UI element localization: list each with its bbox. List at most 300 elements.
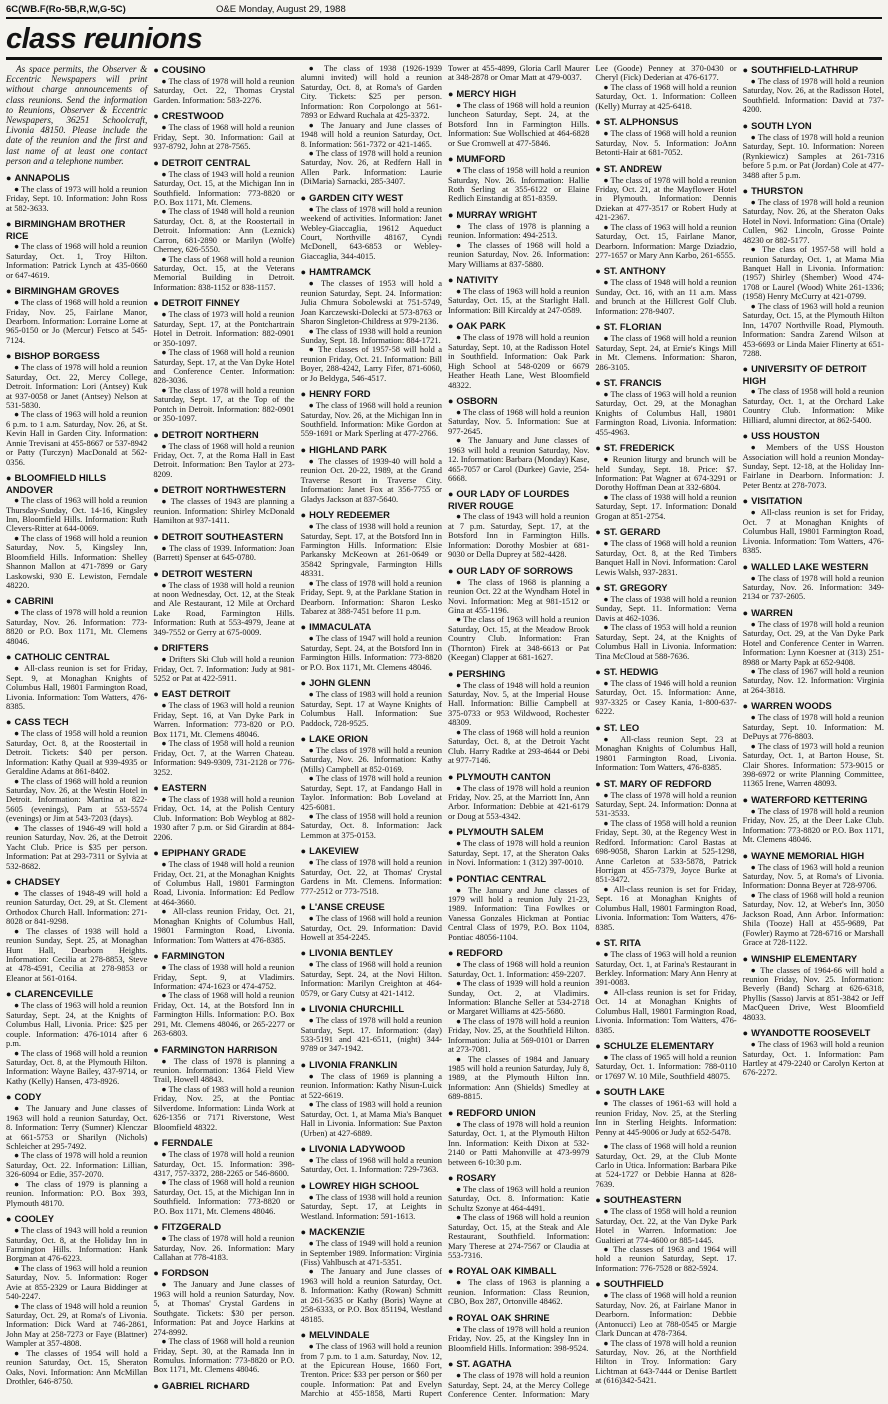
reunion-listing — [153, 1044, 294, 1133]
reunion-entry: ● The classes of 1964-66 will hold a reunion Friday, Nov. 25. Information: Beverly (Band) Scharg at 626-6318, Phyllis (Sasso) Jarvis at 851-3842 or Jeff MacQueen Drive, West Bloomfield 48033. — [742, 964, 884, 1022]
school-heading — [6, 716, 147, 728]
page-slug: 6C(WB.F(Ro-5B,R,W,G-5C) — [6, 4, 126, 15]
school-heading — [6, 876, 147, 888]
reunion-listing — [153, 950, 294, 1039]
school-heading — [595, 377, 736, 389]
reunion-listing — [153, 297, 294, 423]
reunion-listing — [6, 350, 147, 467]
reunion-listing — [448, 209, 589, 269]
reunion-entry: ● The class of 1978 will hold a reunion Saturday, Sept. 24, at the Mercy College Conference Center. Information: Mary Lee (Goode) Penney at 370-0430 or Cheryl (Fick) Dederian at 476-6177. — [447, 63, 737, 1399]
school-name: SCHULZE ELEMENTARY — [603, 1040, 715, 1051]
bullet-icon: ● — [153, 568, 159, 579]
school-heading — [595, 442, 736, 454]
reunion-columns — [6, 64, 884, 1400]
reunion-entry: ● The class of 1968 will hold a reunion Saturday, Oct. 1, Troy Hilton. Information: Patrick Lynch at 435-0660 or 647-4619. — [6, 241, 148, 280]
school-name: FARMINGTON — [161, 950, 225, 962]
reunion-listing — [6, 218, 147, 280]
bullet-icon: ● — [153, 531, 159, 542]
reunion-entry: ● The class of 1978 will hold a reunion Saturday, Oct. 22, Mercy College, Detroit. Information: Lori (Antsey) Kuk at 937-0058 or Janet (Antsey) Nelson at 531-5830. — [6, 362, 148, 411]
reunion-entry: ● The class of 1963 will hold a reunion from 7 p.m. to 1 a.m. Saturday, Nov. 12, at the Epicurean House, 1660 Fort, Trenton. Price: $33 per person or $60 per couple. Information: Pat and Evelyn Marchio at 455-1858, Marti Rupert Tower at 455-4899, Gloria Carll Maurer at 348-2878 or Omar Matt at 479-0037. — [300, 63, 590, 1399]
school-name: EASTERN — [161, 781, 207, 793]
reunion-entry: ● The class of 1978 will hold a reunion Saturday, Oct. 1, at the Plymouth Hilton Inn. Information: Keith Dixon at 532-2140 or Patti Mahonville at 473-9979 between 6-10:30 p.m. — [447, 1118, 590, 1167]
reunion-listing — [6, 651, 147, 711]
reunion-entry: ● The class of 1968 will hold a reunion Saturday, Oct. 29. Information: David Howell at 354-2245. — [300, 913, 442, 942]
reunion-entry: ● The class of 1978 will hold a reunion Saturday, Nov. 26, at Redfern Hall in Allen Park. Information: Laurie (DiMaria) Sarnacki, 285-3407. — [300, 147, 442, 187]
reunion-listing — [448, 153, 589, 204]
bullet-icon: ● — [742, 850, 749, 861]
reunion-listing — [6, 1091, 147, 1208]
reunion-entry: ● The class of 1978 will hold a reunion Saturday, Nov. 26. Information: Mary Callahan at 778-4183. — [153, 1233, 295, 1262]
bullet-icon: ● — [153, 298, 159, 309]
reunion-entry: ● The class of 1968 is planning a reunion Oct. 22 at the Wyndham Hotel in Novi. Information: Meg at 981-1512 or Gina at 455-1196. — [447, 576, 590, 615]
reunion-entry: ● The class of 1947 will hold a reunion Saturday, Sept. 24, at the Botsford Inn in Farmington Hills. Information: 773-8820 or P.O. Box 1171, Mt. Clemens 48046. — [300, 633, 442, 672]
school-heading — [6, 218, 147, 241]
reunion-entry: ● Drifters Ski Club will hold a reunion Friday, Oct. 7. Information: Judy at 981-5252 or Pat at 422-5911. — [153, 654, 295, 683]
reunion-listing — [301, 677, 442, 728]
reunion-listing — [448, 1107, 589, 1167]
school-heading — [448, 209, 589, 221]
school-heading — [743, 430, 884, 442]
bullet-icon: ● — [300, 1059, 307, 1070]
reunion-listing — [595, 265, 736, 316]
reunion-entry: ● The class of 1978 will hold a reunion Friday, Nov. 25, at the Deer Lake Club. Information: 773-8820 or P.O. Box 1171, Mt. Clemens 48046. — [742, 805, 884, 845]
school-name: USS HOUSTON — [751, 430, 820, 442]
bullet-icon: ● — [300, 510, 307, 521]
reunion-entry: ● The class of 1968 will hold a reunion Saturday, Nov. 26, at the Michigan Inn in Southfield. Information: Mike Gordon at 559-1691 or Mark Sperling at 477-2766. — [300, 400, 442, 439]
school-name: DETROIT FINNEY — [161, 297, 240, 309]
reunion-entry: ● The class of 1948 will hold a reunion Friday, Oct. 21, at the Monaghan Knights of Columbus Hall, 19801 Farmington Road, Livonia. Information: Ed Pedlow at 464-3660. — [153, 859, 295, 907]
reunion-entry: ● The class of 1938 will hold a reunion Friday, Oct. 14, at the Polish Century Club. Information: Bob Weyblog at 882-1930 after 7 p.m. or Sid Girardin at 884-2206. — [153, 793, 295, 842]
school-name: ROSARY — [456, 1171, 497, 1183]
reunion-listing — [301, 1143, 442, 1175]
reunion-entry: ● The class of 1973 will hold a reunion Saturday, Oct. 1, at Barton House, St. Clair Shores. Information: 573-9015 or 398-6972 or write Planning Committee, 11365 Irene, Warren 48093. — [742, 740, 884, 789]
reunion-entry: ● The class of 1978 will hold a reunion Saturday, Oct. 22. Information: Lillian, 326-6094 or Edie, 357-2070. — [6, 1150, 148, 1180]
reunion-listing — [153, 64, 294, 105]
school-name: HIGHLAND PARK — [309, 443, 388, 455]
school-heading — [448, 1172, 589, 1184]
school-heading — [153, 568, 294, 580]
school-name: LIVONIA LADYWOOD — [309, 1142, 406, 1154]
reunion-entry: ● The class of 1938 (1926-1939 alumni invited) will hold a reunion Saturday, Oct. 8, at Roma's of Garden City. Tickets: $25 per person. Information: Ron Corpolongo at 561-7893 or Edward Ruchala at 425-3372. — [300, 63, 442, 121]
school-heading — [743, 607, 884, 619]
reunion-entry: ● The class of 1978 will hold a reunion Friday, Nov. 25, at the Marriott Inn, Ann Arbor. Information: Debbie at 421-6179 or Doug at 553-4342. — [447, 782, 590, 821]
school-name: MELVINDALE — [309, 1329, 370, 1341]
bullet-icon: ● — [447, 88, 454, 99]
reunion-entry: ● The class of 1968 will hold a reunion Saturday, Sept. 17, at the Van Dyke Hotel and Conference Center. Information: 828-3036. — [153, 347, 295, 386]
school-heading — [595, 778, 736, 790]
school-name: JOHN GLENN — [309, 677, 371, 689]
reunion-listing — [448, 771, 589, 822]
reunion-listing — [448, 320, 589, 390]
reunion-entry: ● The class of 1968 will hold a reunion Saturday, Oct. 1. Information: Colleen (Kelly) Murray at 425-6418. — [595, 81, 737, 111]
reunion-entry: ● The class of 1948 will hold a reunion Saturday, Nov. 5, at the Imperial House Hall. Information: Billie Campbell at 375-0733 or 953 Wildwood, Rochester 48309. — [447, 679, 590, 728]
school-name: CODY — [14, 1091, 42, 1103]
page-date: O&E Monday, August 29, 1988 — [216, 4, 346, 15]
bullet-icon: ● — [595, 722, 601, 733]
school-name: SOUTH LYON — [751, 119, 812, 131]
reunion-listing — [153, 110, 294, 151]
school-name: BIRMINGHAM BROTHER RICE — [6, 218, 126, 242]
bullet-icon: ● — [447, 1172, 454, 1183]
school-heading — [6, 472, 147, 495]
reunion-entry: ● The class of 1978 will hold a reunion Saturday, Oct. 29, at the Van Dyke Park Hotel and Conference Center in Warren. Information: Lynn Koesner at (313) 251-8988 or Marty Papk at 652-9408. — [742, 618, 884, 667]
school-heading — [301, 1329, 442, 1341]
reunion-entry: ● The class of 1958 will hold a reunion Saturday, Oct. 1, at the Orchard Lake Country Club. Information: Mike Hilliard, alumni director, at 862-5400. — [742, 386, 884, 425]
school-heading — [301, 901, 442, 913]
reunion-entry: ● The class of 1978 will hold a reunion Saturday, Sept. 10, at the Radisson Hotel in Southfield. Information: Oak Park High School at 548-0209 or 6679 Heather Heath Lane, West Bloomfield 48322. — [447, 332, 590, 390]
bullet-icon: ● — [300, 192, 307, 203]
school-heading — [153, 110, 294, 122]
bullet-icon: ● — [300, 1143, 307, 1154]
school-heading — [301, 1059, 442, 1071]
reunion-entry: ● The class of 1983 will hold a reunion Saturday, Oct. 1, at Mama Mia's Banquet Hall in Livonia. Information: Sue Paxton (Urben) at 427-6889. — [300, 1099, 442, 1138]
bullet-icon: ● — [300, 622, 307, 633]
school-heading — [448, 826, 589, 838]
bullet-icon: ● — [447, 1359, 454, 1370]
reunion-listing — [595, 582, 736, 661]
school-heading — [595, 1194, 736, 1206]
bullet-icon: ● — [595, 117, 601, 128]
school-heading — [595, 116, 736, 128]
school-heading — [301, 845, 442, 857]
reunion-entry: ● The class of 1978 will hold a reunion Saturday, Nov. 26. Information: 773-8820 or P.O. Box 1171, Mt. Clemens 48046. — [6, 607, 148, 646]
reunion-listing — [743, 430, 884, 490]
reunion-entry: ● The January and June classes of 1963 will hold a reunion Saturday, Nov. 12. Information: Barbara (Monday) Kase, 465-7057 or Carol (Durkee) Gavie, 254-6668. — [447, 435, 590, 483]
reunion-listing — [448, 1172, 589, 1261]
reunion-listing — [595, 442, 736, 521]
bullet-icon: ● — [595, 443, 601, 454]
bullet-icon: ● — [153, 429, 159, 440]
school-heading — [743, 953, 884, 965]
school-name: BIRMINGHAM GROVES — [14, 285, 120, 297]
school-heading — [153, 1044, 294, 1056]
bullet-icon: ● — [595, 1279, 601, 1290]
reunion-entry: ● The class of 1983 will hold a reunion Friday, Nov. 25, at the Pontiac Silverdome. Information: Linda Work at 626-1356 or 7171 Riverstone, West Bloomfield 48322. — [153, 1083, 295, 1132]
school-heading — [6, 1213, 147, 1225]
school-name: ST. ALPHONSUS — [603, 116, 679, 128]
reunion-entry: ● The class of 1948 will hold a reunion Saturday, Oct. 8, at the Roostertail in Detroit. Information: Ann (Leznick) Carron, 681-2890 or Marilyn (Wolfe) Cherney, 626-5550. — [153, 206, 295, 255]
reunion-entry: ● The class of 1965 will hold a reunion Saturday, Oct. 1. Information: 788-0110 or 17697 W. 10 Mile, Southfield 48075. — [595, 1052, 737, 1081]
bullet-icon: ● — [595, 266, 601, 277]
school-heading — [6, 285, 147, 297]
school-heading — [6, 651, 147, 663]
reunion-entry: ● The class of 1978 is planning a reunion. Information: 494-2513. — [447, 220, 590, 241]
reunion-entry: ● The class of 1978 will hold a reunion Saturday, Nov. 26, at the Sheraton Oaks Hotel in Novi. Information: Gina (Ortale) Cullen, 962 Lincoln, Grosse Pointe 48230 or 882-5177. — [742, 196, 884, 245]
school-name: CLARENCEVILLE — [14, 988, 94, 1000]
bullet-icon: ● — [6, 1214, 12, 1225]
reunion-entry: ● The class of 1968 will hold a reunion Saturday, Oct. 15, at the Veterans Memorial Building in Detroit. Information: 838-1152 or 838-1157. — [153, 253, 295, 292]
reunion-entry: ● The class of 1968 will hold a reunion Saturday, Oct. 1. Information: 729-7363. — [300, 1154, 442, 1175]
bullet-icon: ● — [595, 582, 601, 593]
reunion-listing — [6, 595, 147, 646]
reunion-listing — [301, 444, 442, 504]
reunion-entry: ● The class of 1978 will hold a reunion Saturday, Sept. 17, at Fandango Hall in Taylor. Information: Bob Loveland at 425-6081. — [300, 773, 442, 812]
reunion-entry: ● The class of 1978 will hold a reunion Friday, Nov. 25, at the Kingsley Inn in Bloomfield Hills. Information: 398-9524. — [447, 1323, 590, 1353]
reunion-listing — [301, 901, 442, 942]
bullet-icon: ● — [300, 733, 307, 744]
bullet-icon: ● — [153, 65, 159, 75]
reunion-entry: ● The class of 1953 will hold a reunion Saturday, Sept. 24, at the Knights of Columbus Hall in Livonia. Information: Tina McCloud at 588-7636. — [595, 622, 737, 661]
reunion-entry: ● The class of 1978 will hold a reunion Saturday, Sept. 10. Information: M. DePuys at 776-8803. — [742, 712, 884, 742]
bullet-icon: ● — [6, 219, 12, 230]
reunion-entry: ● The class of 1949 will hold a reunion in September 1989. Information: Virginia (Fiss) Vahlbusch at 471-5351. — [300, 1238, 442, 1267]
school-heading — [153, 531, 294, 543]
reunion-entry: ● The class of 1963 will hold a reunion Friday, Sept. 16, at Van Dyke Park in Warren. Information: 773-820 or P.O. Box 1171, Mt. Clemens 48046. — [153, 700, 295, 739]
reunion-entry: ● The class of 1938 will hold a reunion Saturday, Sept. 17, at Leights in Westland. Information: 591-1613. — [300, 1191, 442, 1221]
reunion-listing — [153, 568, 294, 638]
reunion-entry: ● The class of 1968 will hold a reunion Saturday, Oct. 8, at the Plymouth Hilton. Information: Wayne Bailey, 437-9714, or Kathy (Kelly) Hansen, 473-8926. — [6, 1047, 148, 1086]
reunion-entry: ● The class of 1968 will hold a reunion Saturday, Sept. 24, at the Novi Hilton. Information: Marilyn Creighton at 464-0579, or Gary Cutsy at 421-1412. — [300, 959, 442, 998]
bullet-icon: ● — [153, 1222, 159, 1233]
bullet-icon: ● — [300, 948, 307, 959]
reunion-listing — [153, 1267, 294, 1374]
school-heading — [595, 582, 736, 594]
school-name: BLOOMFIELD HILLS ANDOVER — [6, 472, 107, 496]
bullet-icon: ● — [153, 1380, 159, 1391]
bullet-icon: ● — [595, 163, 601, 174]
school-heading — [153, 484, 294, 496]
bullet-icon: ● — [300, 1004, 307, 1015]
reunion-entry: ● The class of 1963 will hold a reunion Saturday, Oct. 15, at the Plymouth Hilton Inn, 14707 Northville Road, Plymouth. Information: Sandra Zarend Wilson at 453-6693 or Linda Maier Flinerty at 651-7288. — [742, 300, 884, 358]
bullet-icon: ● — [595, 778, 601, 789]
school-name: ST. ANTHONY — [603, 265, 666, 277]
reunion-entry: ● The class of 1978 will hold a reunion Friday, Nov. 25, at the Southfield Hilton. Information: Julia at 569-0101 or Darren at 273-7081. — [447, 1015, 590, 1055]
reunion-listing — [153, 531, 294, 563]
reunion-listing — [448, 88, 589, 148]
school-name: VISITATION — [751, 495, 803, 507]
school-name: ST. ANDREW — [603, 162, 662, 174]
bullet-icon: ● — [300, 1330, 307, 1341]
reunion-entry: ● The class of 1958 will hold a reunion Friday, Sept. 30, at the Regency West in Redford. Information: Carol Bastas at 698-9058, Sharon Larkin at 525-1298, Anne Carleton at 533-5878, Patrick Horrigan at 455-7379, Joyce Burke at 851-3472. — [595, 817, 737, 885]
reunion-entry: ● The class of 1968 will hold a reunion Saturday, Oct. 8, at the Red Timbers Banquet Hall in Novi. Information: Carol Lewis Walsh, 937-2831. — [595, 538, 737, 577]
school-heading — [595, 1086, 736, 1098]
reunion-listing — [743, 561, 884, 602]
reunion-listing — [6, 876, 147, 983]
reunion-listing — [153, 782, 294, 842]
reunion-entry: ● All-class reunion is set for Friday, Oct. 7 at Monaghan Knights of Columbus Hall, 19801 Farmington Road, Livonia. Information: Tom Watters, 476-8385. — [742, 507, 884, 556]
school-heading — [448, 153, 589, 165]
reunion-listing — [448, 488, 589, 559]
bullet-icon: ● — [742, 185, 749, 196]
reunion-listing — [448, 826, 589, 867]
bullet-icon: ● — [595, 938, 601, 949]
reunion-entry: ● The class of 1963 will hold a reunion Saturday, Sept. 24, at the Knights of Columbus Hall, Livonia. Price: $25 per couple. Information: 476-1014 after 6 p.m. — [6, 1000, 148, 1049]
school-heading — [301, 509, 442, 521]
school-heading — [448, 88, 589, 100]
school-name: ST. LEO — [603, 721, 640, 733]
bullet-icon: ● — [6, 286, 12, 297]
reunion-entry: ● The class of 1943 will hold a reunion Saturday, Oct. 8, at the Holiday Inn in Farmington Hills. Information: Hank Borgman at 476-6223. — [6, 1225, 148, 1264]
reunion-listing — [301, 1180, 442, 1221]
school-name: WATERFORD KETTERING — [751, 793, 868, 805]
school-name: WARREN — [751, 606, 793, 618]
bullet-icon: ● — [742, 120, 749, 131]
reunion-entry: ● The class of 1978 will hold a reunion Saturday, Sept. 17, at the Top of the Pontch in Detroit. Information: 882-0901 or 350-1097. — [153, 384, 295, 424]
school-name: LIVONIA FRANKLIN — [309, 1058, 398, 1070]
school-name: DRIFTERS — [161, 642, 209, 654]
bullet-icon: ● — [595, 322, 601, 333]
bullet-icon: ● — [742, 1028, 749, 1039]
school-heading — [743, 495, 884, 507]
school-name: ST. HEDWIG — [603, 666, 659, 677]
school-name: LIVONIA BENTLEY — [309, 947, 394, 959]
reunion-entry: ● The class of 1968 will hold a reunion luncheon Saturday, Sept. 24, at the Botsford Inn in Farmington Hills. Information: Sue Wollschied at 464-6828 or Sue Cromwell at 477-5846. — [447, 99, 590, 148]
school-heading — [6, 350, 147, 362]
school-name: GABRIEL RICHARD — [161, 1379, 250, 1391]
reunion-entry: ● The class of 1958 will hold a reunion Saturday, Oct. 8. Information: Jack Lemmon at 375-0153. — [300, 811, 442, 840]
reunion-entry: ● The class of 1963 will hold a reunion Saturday, Nov. 5. Information: Roger Avie at 855-2329 or Laura Biddinger at 540-2247. — [6, 1262, 148, 1302]
reunion-entry: ● The class of 1963 will hold a reunion Saturday, Oct. 1, at Farina's Restaurant in Berkley. Information: Mary Ann Henry at 391-0083. — [595, 949, 737, 988]
reunion-entry: ● The class of 1968 will hold a reunion Friday, Oct. 7, at the Roma Hall in East Detroit. Information: Ben Taylor at 273-8209. — [153, 440, 295, 479]
reunion-listing — [743, 700, 884, 789]
school-name: FITZGERALD — [161, 1221, 222, 1233]
school-name: DETROIT SOUTHEASTERN — [161, 530, 284, 542]
reunion-entry: ● The January and June classes of 1963 will hold a reunion Saturday, Oct. 8. Information: Terry (Sumner) Klenczar at 661-5753 or Sharilyn (Nichols) Schleicher at 295-7492. — [6, 1103, 148, 1152]
school-heading — [301, 733, 442, 745]
reunion-listing — [743, 185, 884, 358]
bullet-icon: ● — [742, 561, 749, 572]
bullet-icon: ● — [300, 1180, 307, 1191]
reunion-entry: ● The class of 1978 will hold a reunion Saturday, Sept. 10. Information: Noreen (Rynkiewicz) Samples at 261-7316 before 5 p.m. or Pat (Jordan) Cole at 477-3488 after 5 p.m. — [742, 131, 884, 180]
school-name: REDFORD — [456, 947, 503, 959]
reunion-entry: ● The class of 1963 will hold a reunion Thursday-Sunday, Oct. 14-16, Kingsley Inn, Bloomfield Hills. Information: Ruth Clevers-Ritter at 644-0069. — [6, 495, 148, 534]
reunion-listing — [6, 988, 147, 1086]
school-name: FERNDALE — [161, 1137, 213, 1149]
reunion-entry: ● The classes of 1954 will hold a reunion Saturday, Oct. 15, Sheraton Oaks, Novi. Information: Ann McMillan Drothler, 646-8750. — [6, 1347, 148, 1387]
reunion-entry: ● The class of 1943 will hold a reunion at 7 p.m. Saturday, Sept. 17, at the Botsford Inn in Farmington Hills. Information: Dorothy Mosbier at 681-9030 or Della Duprey at 582-4428. — [447, 511, 590, 560]
reunion-entry: ● The class of 1969 is planning a reunion. Information: Kathy Nisun-Luick at 522-6619. — [300, 1070, 442, 1100]
page-header — [6, 4, 882, 18]
school-heading — [153, 688, 294, 700]
reunion-entry: ● The class of 1968 will hold a reunion Saturday, Oct. 15, at the Steak and Ale Restaurant, Southfield. Information: Mary Therese at 274-7567 or Claudia at 553-7316. — [447, 1212, 590, 1260]
reunion-listing — [595, 937, 736, 1035]
reunion-listing — [743, 850, 884, 948]
school-heading — [301, 1226, 442, 1238]
header-rule — [6, 17, 882, 19]
school-name: CRESTWOOD — [161, 110, 224, 122]
school-name: ANNAPOLIS — [14, 172, 70, 184]
school-heading — [448, 320, 589, 332]
school-name: OUR LADY OF LOURDES RIVER ROUGE — [447, 488, 570, 512]
reunion-entry: ● The classes of 1968 will hold a reunion Saturday, Nov. 26. Information: Mary Williams at 837-5880. — [447, 239, 590, 269]
reunion-listing — [595, 722, 736, 773]
school-name: OUR LADY OF SORROWS — [456, 564, 573, 576]
bullet-icon: ● — [595, 527, 601, 538]
school-name: ST. GREGORY — [603, 581, 668, 593]
school-heading — [448, 1265, 589, 1277]
bullet-icon: ● — [447, 154, 454, 165]
reunion-entry: ● The class of 1963 will hold a reunion Saturday, Oct. 1. Information: Pam Hartley at 479-2240 or Carolyn Kerton at 676-2272. — [742, 1039, 884, 1078]
school-heading — [448, 947, 589, 959]
reunion-listing — [153, 484, 294, 525]
reunion-entry: ● The class of 1968 will hold a reunion Saturday, Nov. 5. Information: Sue at 977-2645. — [447, 406, 590, 436]
reunion-listing — [301, 388, 442, 439]
school-heading — [153, 157, 294, 169]
reunion-entry: ● The classes of 1939-40 will hold a reunion Oct. 20-22, 1989, at the Grand Traverse Resort in Traverse City. Information: Janet Fox at 356-7755 or Gladys Jackson at 837-5640. — [300, 455, 442, 504]
school-heading — [743, 1027, 884, 1039]
school-heading — [301, 677, 442, 689]
school-name: PONTIAC CENTRAL — [456, 872, 547, 884]
school-name: BISHOP BORGESS — [14, 350, 100, 362]
reunion-entry: ● The class of 1963 will hold a reunion Saturday, Oct. 15, at the Starlight Hall. Information: Bill Kircaldy at 247-0589. — [447, 286, 590, 315]
school-heading — [448, 873, 589, 885]
reunion-listing — [6, 172, 147, 213]
reunion-entry: ● The class of 1978 is planning a reunion. Information: 1364 Field View Trail, Howell 48843. — [153, 1055, 295, 1085]
school-name: DETROIT CENTRAL — [161, 156, 251, 168]
school-heading — [153, 297, 294, 309]
bullet-icon: ● — [300, 678, 307, 689]
school-name: ST. FLORIAN — [603, 321, 662, 333]
reunion-listing — [153, 157, 294, 293]
reunion-listing — [448, 274, 589, 315]
bullet-icon: ● — [595, 1195, 601, 1206]
reunion-listing — [153, 1221, 294, 1262]
reunion-entry: ● The class of 1968 will hold a reunion Saturday, Sept. 24, at Ernie's Kings Mill in Mt. Clemens. Information: Sharon, 286-3105. — [595, 333, 737, 372]
school-heading — [448, 395, 589, 407]
school-name: DETROIT WESTERN — [161, 567, 253, 579]
school-heading — [595, 265, 736, 277]
school-heading — [301, 1143, 442, 1155]
reunion-listing — [448, 947, 589, 1102]
reunion-entry: ● The class of 1938 will hold a reunion Saturday, Sept. 17. Information: Donald Grogan at 851-2754. — [595, 491, 737, 521]
bullet-icon: ● — [153, 485, 159, 496]
intro-paragraph: As space permits, the Observer & Eccentric Newspapers will print without charge announcements of class reunions. Send the information to Reunions, Observer & Eccentric Newspapers, 36251 Schoolcraft, Livonia 48150. Please include the date of the reunion and the first and last name of at least one contact person and a telephone number. — [6, 64, 148, 166]
reunion-entry: ● The class of 1968 will hold a reunion Friday, Sept. 30, at the Ramada Inn in Romulus. Information: 773-8820 or P.O. Box 1171, Mt. Clemens 48046. — [153, 1336, 295, 1375]
bullet-icon: ● — [742, 496, 749, 507]
school-name: EPIPHANY GRADE — [161, 847, 246, 859]
reunion-entry: ● The class of 1978 will hold a reunion Saturday, Nov. 26, at the Northfield Hilton in Troy. Information: Gary Lichtman at 643-7444 or Denise Bartlett at (616)342-5421. — [595, 1337, 737, 1386]
reunion-entry: ● The classes of 1946-49 will hold a reunion Saturday, Nov. 26, at the Detroit Yacht Club. Price is $35 per person. Information: Pat at 293-7311 or Sylvia at 532-8682. — [6, 822, 148, 871]
bullet-icon: ● — [447, 771, 454, 782]
reunion-entry: ● The January and June classes of 1963 will hold a reunion Saturday, Nov. 5, at Thomas' Crystal Gardens in Southgate. Tickets: $30 per person. Information: Pat and Joyce Harkins at 274-8992. — [153, 1279, 295, 1337]
reunion-entry: ● The class of 1968 will hold a reunion Saturday, Oct. 15, at the Michigan Inn in Southfield. Information: 773-8820 or P.O. Box 1171, Mt. Clemens 48046. — [153, 1177, 295, 1216]
school-heading — [153, 847, 294, 859]
school-heading — [153, 429, 294, 441]
school-name: GARDEN CITY WEST — [309, 191, 404, 203]
school-heading — [301, 444, 442, 456]
reunion-entry: ● Reunion liturgy and brunch will be held Sunday, Sept. 18. Price: $7. Information: Pat Wagner at 674-3291 or Dorothy Hoffman Dean at 332-6804. — [595, 454, 737, 493]
school-name: FORDSON — [161, 1267, 209, 1279]
reunion-entry: ● All-class reunion is set for Friday, Sept. 16 at Monaghan Knights of Columbus Hall, 19801 Farmington Road, Livonia. Information: Tom Watters, 476-8385. — [595, 883, 737, 932]
reunion-entry: ● The class of 1968 will hold a reunion Friday, Nov. 25, Fairlane Manor, Dearborn. Information: Lorraine Lorne at 965-0150 or Jo (Mercur) Fetsco at 545-7124. — [6, 297, 148, 345]
reunion-listing — [6, 472, 147, 590]
school-name: WAYNE MEMORIAL HIGH — [751, 849, 865, 861]
school-heading — [743, 64, 884, 76]
school-name: SOUTHFIELD — [603, 1278, 664, 1290]
reunion-entry: ● All-class reunion is set for Friday, Oct. 14 at Monaghan Knights of Columbus Hall, 19801 Farmington Road, Livonia. Information: Tom Watters, 476-8385. — [595, 986, 737, 1035]
bullet-icon: ● — [300, 902, 307, 913]
school-heading — [153, 1137, 294, 1149]
reunion-listing — [595, 666, 736, 717]
reunion-entry: ● The class of 1978 will hold a reunion Saturday, Oct. 15. Information: 398-4317, 757-3372, 288-2265 or 546-8600. — [153, 1149, 295, 1178]
reunion-entry: ● The class of 1978 will hold a reunion Saturday, Oct. 22, Thomas Crystal Garden. Information: 583-2276. — [153, 76, 295, 105]
reunion-entry: ● The class of 1968 will hold a reunion Saturday, Nov. 12, at Weber's Inn, 3050 Jackson Road, Ann Arbor. Information: Shila (Tooze) Hall at 455-9689, Pat (Fowler) Raymo at 728-6716 or Marshall Grace at 728-1122. — [742, 889, 884, 948]
school-name: DETROIT NORTHERN — [161, 428, 259, 440]
reunion-entry: ● The class of 1963 will hold a reunion Saturday, Oct. 29, at the Monaghan Knights of Columbus Hall, 19801 Farmington Road, Livonia. Information: 455-4963. — [595, 388, 737, 437]
school-heading — [6, 172, 147, 184]
reunion-entry: ● The classes of 1957-58 will hold a reunion Friday, Oct. 21. Information: Bill Boyer, 288-4242, Larry Fifer, 871-6060, or Jo Beldyga, 546-4517. — [300, 344, 442, 383]
reunion-entry: ● Members of the USS Houston Association will hold a reunion Monday-Sunday, Sept. 12-18, at the Holiday Inn-Fairlane in Dearborn. Information: J. Peter Bentz at 278-7073. — [742, 442, 884, 490]
reunion-entry: ● The classes of 1984 and January 1985 will hold a reunion Saturday, July 8, 1989, at the Plymouth Hilton Inn. Information: Ann (Shields) Smedley at 689-8815. — [447, 1053, 590, 1102]
reunion-entry: ● The class of 1978 will hold a reunion Saturday, Sept. 24. Information: Donna at 531-3533. — [595, 789, 737, 819]
school-name: SOUTHEASTERN — [603, 1194, 682, 1206]
bullet-icon: ● — [742, 431, 749, 442]
school-heading — [743, 850, 884, 862]
reunion-entry: ● The class of 1978 will hold a reunion weekend of activities. Information: Janet Webley-Giaccaglia, 19612 Aqueduct Court, Northville 48167, Cyndi McDonell, 643-6853 or Webley-Giaccaglia, 344-4015. — [300, 203, 442, 261]
reunion-entry: ● The class of 1968 will hold a reunion Friday, Oct. 14, at the Botsford Inn in Farmington Hills. Information: P.O. Box 291, Mt. Clemens 48046, or 265-2277 or 263-6803. — [153, 990, 295, 1039]
bullet-icon: ● — [595, 1087, 601, 1098]
bullet-icon: ● — [595, 667, 601, 677]
